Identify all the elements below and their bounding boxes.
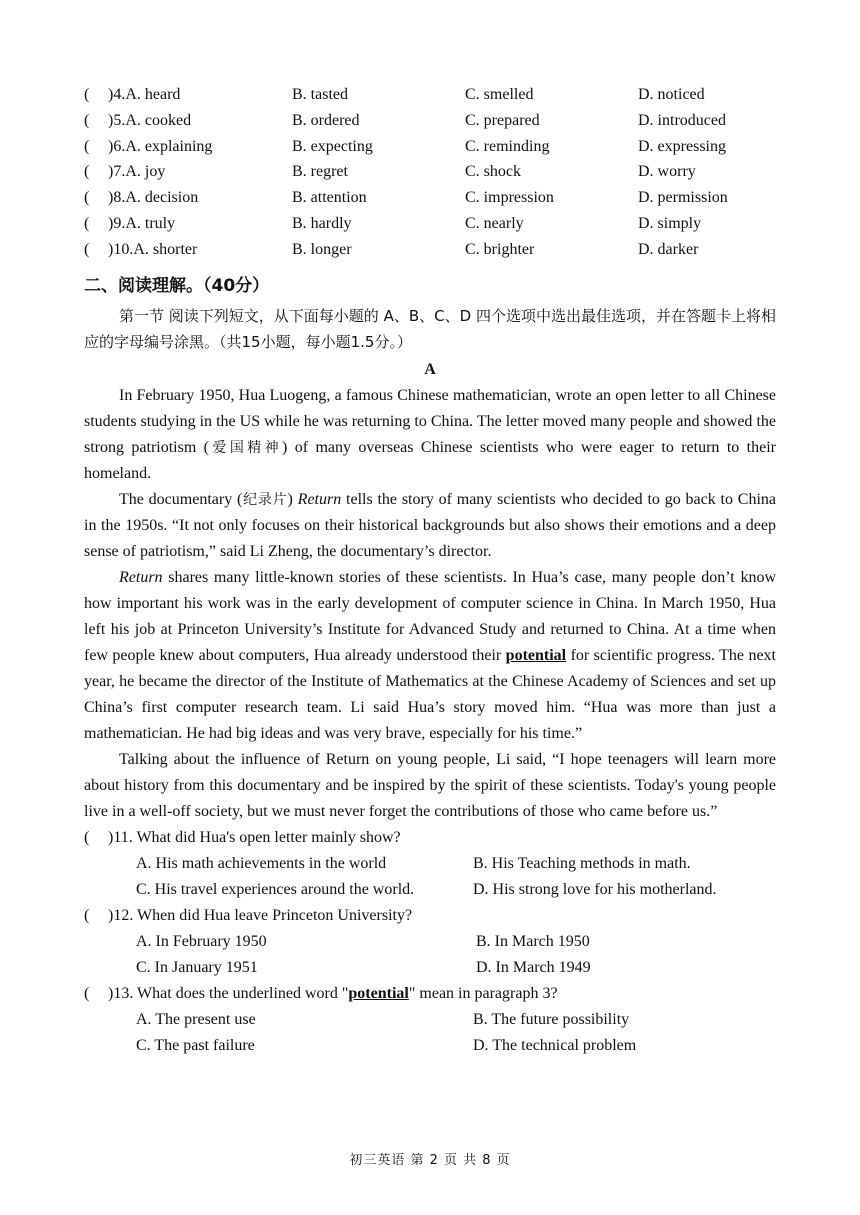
documentary-title: Return: [297, 490, 342, 508]
paragraph-4: Talking about the influence of Return on young people, Li said, “I hope teenagers will learn more about history from this documentary and be inspired by the spirit of these scientists. Today's young people live in a well-off society, but we must never forget the contributions of those who came before us.”: [84, 750, 776, 820]
paragraph-3: Return shares many little-known stories of these scientists. In Hua’s case, many people don’t know how important his work was in the early development of computer science in China. In March 1950, Hua left his job at Princeton University’s Institute for Advanced Study and returned to China. At a time when few people knew about computers, Hua already understood their potential for scientific progress. The next year, he became the director of the Institute of Mathematics at the Chinese Academy of Sciences and set up China’s first computer research team. Li said Hua’s story moved him. “Hua was more than just a mathematician. He had big ideas and was very brave, especially for his time.”: [84, 568, 777, 742]
cloze-row-5: [84, 108, 776, 134]
option-b: B. attention: [292, 189, 367, 207]
cloze-row-10: [84, 237, 776, 263]
option-a: )9.A. truly: [108, 214, 176, 232]
option-b: B. ordered: [292, 111, 360, 129]
paragraph-2: The documentary (纪录片) Return tells the story of many scientists who decided to go back to China in the 1950s. “It not only focuses on their historical backgrounds but also shows their emotions and a deep sense of patriotism,” said Li Zheng, the documentary’s director.: [84, 490, 776, 560]
option-b: B. In March 1950: [476, 932, 590, 950]
option-c: C. reminding: [465, 137, 550, 155]
question-stem: )11. What did Hua's open letter mainly show?: [108, 828, 401, 846]
paren: (: [84, 828, 90, 846]
chinese-gloss: 爱国精神: [209, 439, 283, 456]
option-c: C. nearly: [465, 214, 524, 232]
cloze-row-4: [84, 82, 776, 108]
paren: (: [84, 214, 90, 232]
documentary-title: Return: [119, 568, 163, 586]
exam-page: [84, 82, 776, 1059]
option-b: B. expecting: [292, 137, 373, 155]
section-instruction: 第一节 阅读下列短文，从下面每小题的 A、B、C、D 四个选项中选出最佳选项，并在答题卡上将相应的字母编号涂黑。（共15小题，每小题1.5分。）: [84, 306, 776, 351]
option-a: )5.A. cooked: [108, 111, 192, 129]
option-b: B. tasted: [292, 86, 348, 103]
option-a: )6.A. explaining: [108, 137, 213, 155]
cloze-options: [84, 82, 776, 263]
option-c: C. shock: [465, 163, 521, 181]
cloze-row-8: [84, 185, 776, 211]
option-c: C. The past failure: [136, 1036, 255, 1054]
option-a: )4.A. heard: [108, 86, 181, 103]
option-d: D. introduced: [638, 111, 726, 129]
cloze-row-9: [84, 211, 776, 237]
option-b: B. hardly: [292, 214, 352, 232]
option-a: )10.A. shorter: [108, 240, 198, 258]
question-stem: )12. When did Hua leave Princeton University?: [108, 906, 413, 924]
underlined-word: potential: [348, 984, 409, 1002]
paren: (: [84, 111, 90, 129]
question-11: [84, 825, 776, 903]
option-a: A. In February 1950: [136, 932, 267, 950]
option-b: B. The future possibility: [473, 1010, 630, 1028]
option-d: D. noticed: [638, 86, 705, 103]
question-13: ( )13. What does the underlined word "potential" mean in paragraph 3? A. The present use B. The future possibility C. The past failure D. The technical problem: [84, 981, 776, 1059]
paren: (: [84, 984, 90, 1002]
paren: (: [84, 86, 90, 103]
cloze-row-7: [84, 159, 776, 185]
option-d: D. darker: [638, 240, 699, 258]
option-d: D. permission: [638, 189, 728, 207]
paragraph-1: In February 1950, Hua Luogeng, a famous Chinese mathematician, wrote an open letter to all Chinese students studying in the US while he was returning to China. The letter moved many people and showed the strong patriotism (爱国精神) of many overseas Chinese scientists who were eager to return to their homeland.: [84, 386, 776, 482]
option-b: B. regret: [292, 163, 348, 181]
question-stem: )13. What does the underlined word ": [108, 984, 349, 1002]
option-d: D. expressing: [638, 137, 726, 155]
option-c: C. In January 1951: [136, 958, 258, 976]
page-footer: 初三英语 第 2 页 共 8 页: [349, 1153, 511, 1168]
section-title: 二、阅读理解。（40分）: [84, 275, 270, 296]
cloze-row-6: [84, 134, 776, 160]
option-b: B. longer: [292, 240, 352, 258]
option-c: C. smelled: [465, 86, 534, 103]
paren: (: [84, 137, 90, 155]
option-d: D. In March 1949: [476, 958, 591, 976]
paren: (: [84, 189, 90, 207]
underlined-word: potential: [505, 646, 567, 664]
question-12: [84, 903, 776, 981]
option-c: C. brighter: [465, 240, 535, 258]
option-a: A. The present use: [136, 1010, 256, 1028]
chinese-gloss: 纪录片: [242, 491, 288, 508]
option-b: B. His Teaching methods in math.: [473, 854, 691, 872]
option-d: D. His strong love for his motherland.: [473, 880, 717, 898]
option-a: )8.A. decision: [108, 189, 199, 207]
option-c: C. impression: [465, 189, 554, 207]
option-c: C. prepared: [465, 111, 540, 129]
option-d: D. The technical problem: [473, 1036, 637, 1054]
paren: (: [84, 240, 90, 258]
option-c: C. His travel experiences around the world.: [136, 880, 415, 898]
passage-label: A: [424, 360, 436, 378]
paren: (: [84, 163, 90, 181]
paren: (: [84, 906, 90, 924]
option-a: )7.A. joy: [108, 163, 166, 181]
option-d: D. worry: [638, 163, 696, 181]
option-d: D. simply: [638, 214, 702, 232]
option-a: A. His math achievements in the world: [136, 854, 387, 872]
